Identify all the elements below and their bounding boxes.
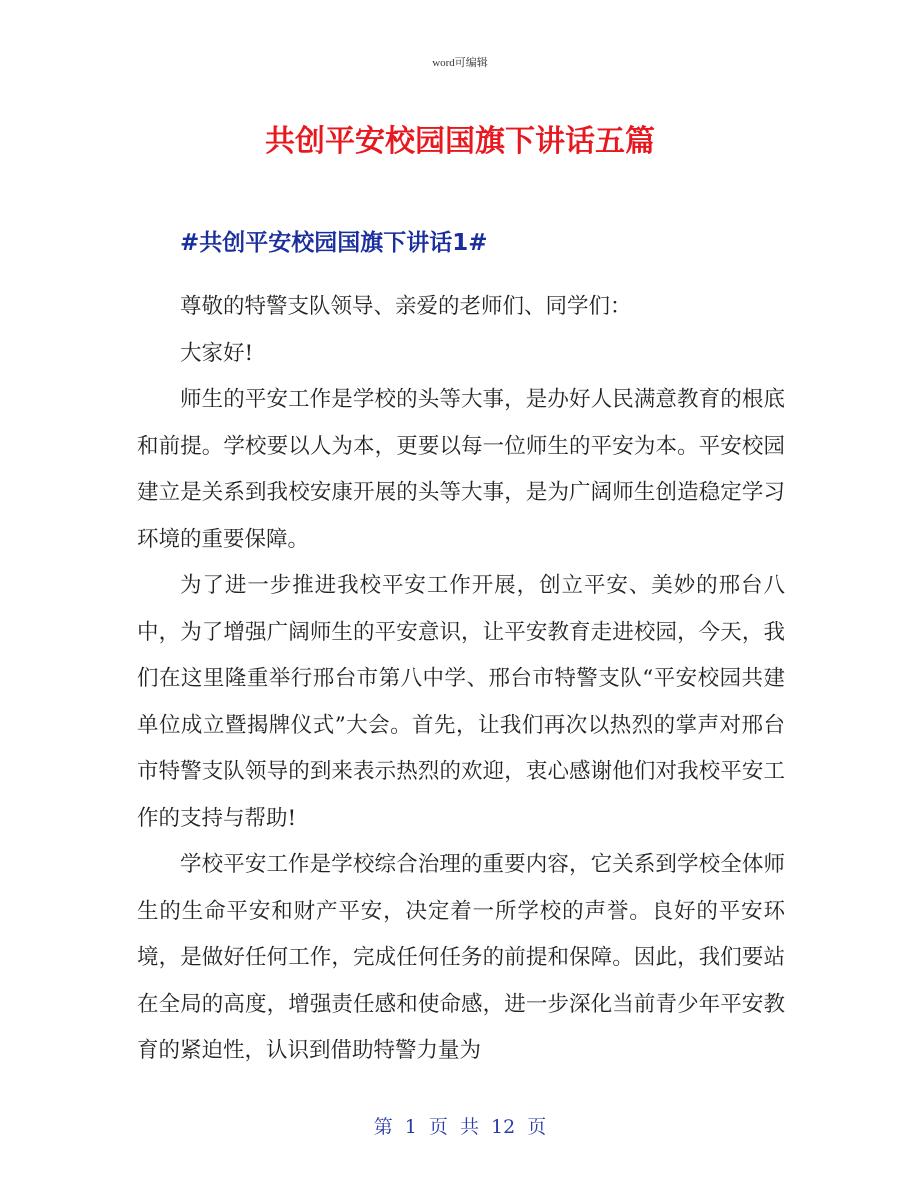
body-text <box>137 284 785 1075</box>
paragraph: 为了进一步推进我校平安工作开展，创立平安、美妙的邢台八中，为了增强广阔师生的平安意识，让平安教育走进校园，今天，我们在这里隆重举行邢台市第八中学、邢台市特警支队“平安校园共建单位成立暨揭牌仪式”大会。首先，让我们再次以热烈的掌声对邢台市特警支队领导的到来表示热烈的欢迎，衷心感谢他们对我校平安工作的支持与帮助! <box>137 573 785 831</box>
section-heading: #共创平安校园国旗下讲话1# <box>180 230 488 256</box>
header-note: word可编辑 <box>432 57 488 69</box>
paragraph-salutation: 尊敬的特警支队领导、亲爱的老师们、同学们： <box>180 294 632 319</box>
page-footer: 第 1 页 共 12 页 <box>373 1116 547 1138</box>
paragraph-greeting: 大家好! <box>180 340 254 366</box>
document-title: 共创平安校园国旗下讲话五篇 <box>265 124 655 159</box>
paragraph: 学校平安工作是学校综合治理的重要内容，它关系到学校全体师生的生命平安和财产平安，决定着一所学校的声誉。良好的平安环境，是做好任何工作，完成任何任务的前提和保障。因此，我们要站在全局的高度，增强责任感和使命感，进一步深化当前青少年平安教育的紧迫性，认识到借助特警力量为 <box>137 852 785 1063</box>
paragraph: 师生的平安工作是学校的头等大事，是办好人民满意教育的根底和前提。学校要以人为本，更要以每一位师生的平安为本。平安校园建立是关系到我校安康开展的头等大事，是为广阔师生创造稳定学习环境的重要保障。 <box>137 387 785 552</box>
